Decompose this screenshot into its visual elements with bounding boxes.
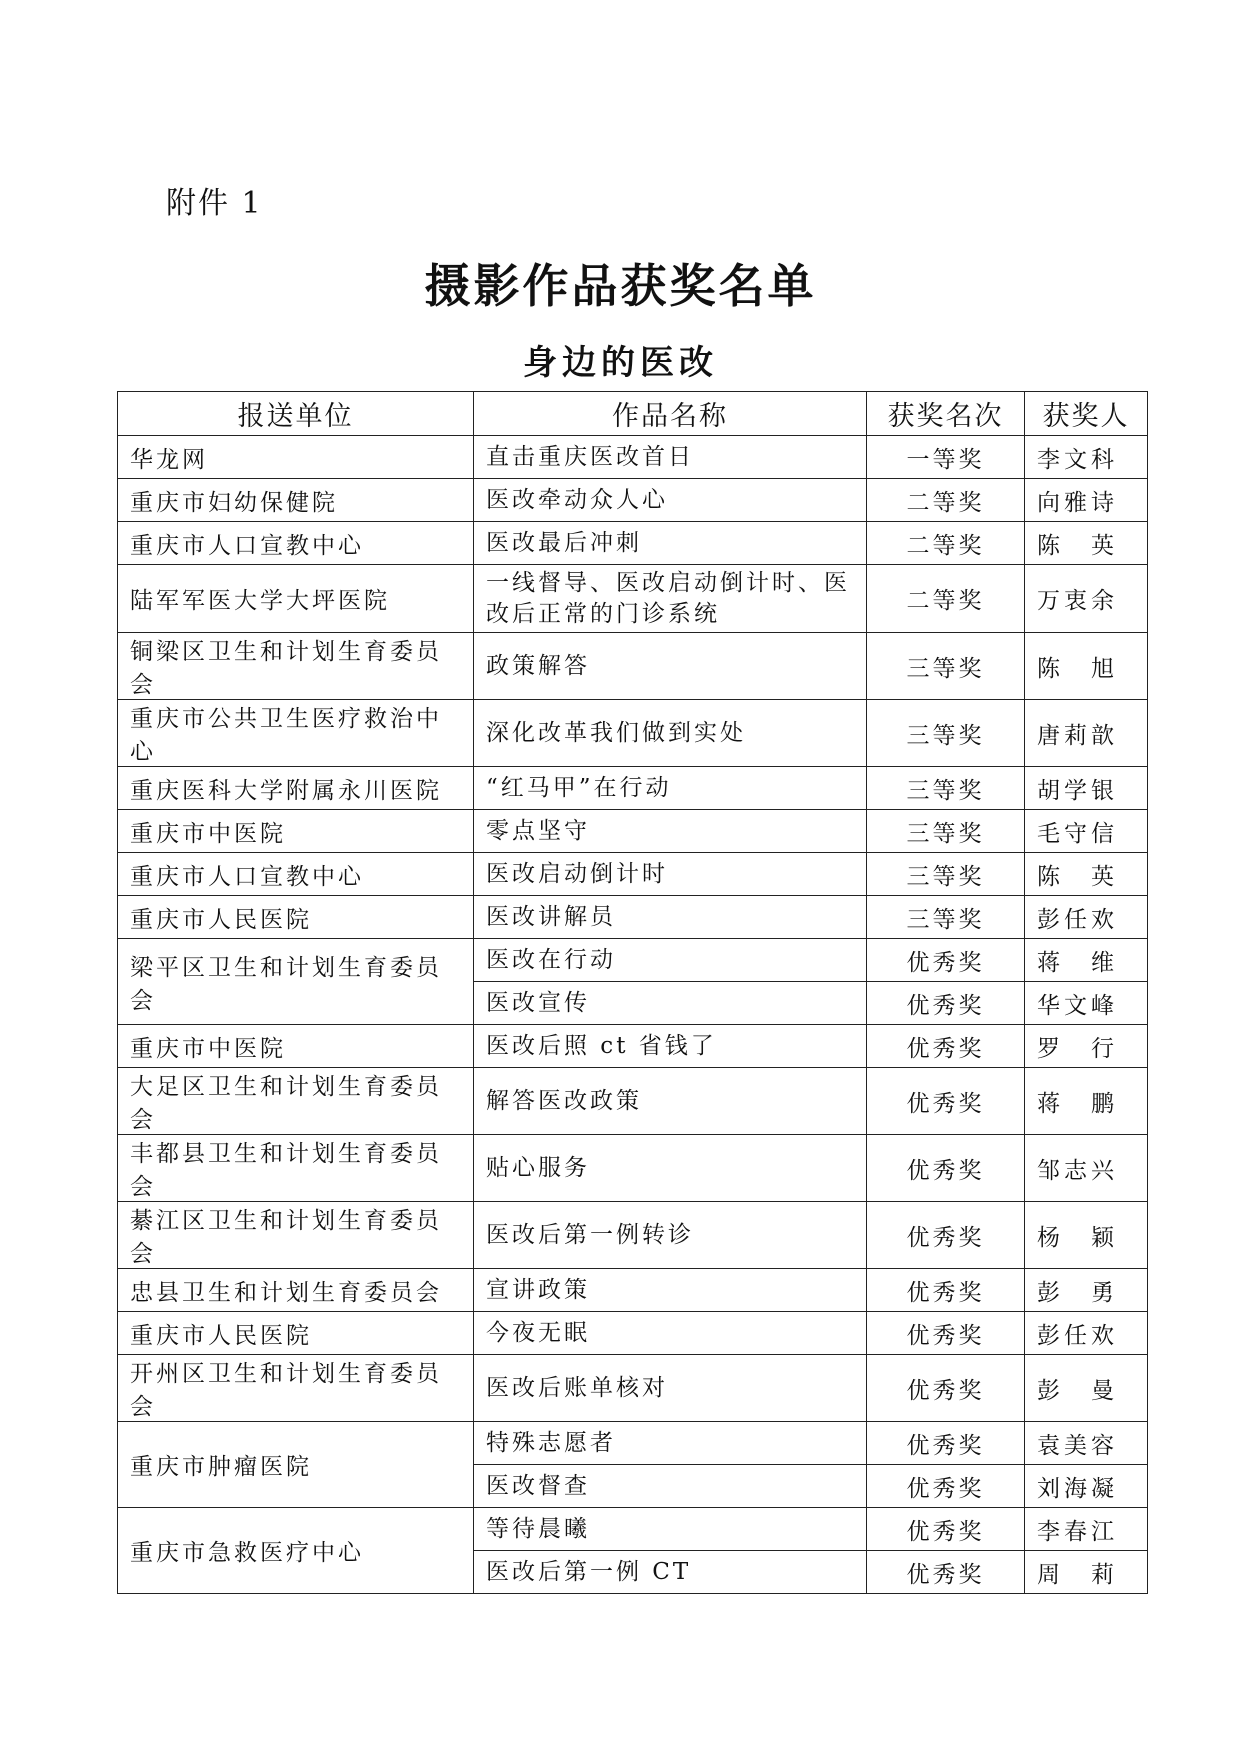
- table-row: [118, 1508, 1148, 1551]
- cell-prize: 优秀奖: [867, 1202, 1025, 1269]
- cell-prize: 优秀奖: [867, 1508, 1025, 1551]
- cell-work: 政策解答: [474, 633, 867, 700]
- table-row: [118, 700, 1148, 767]
- cell-work: 医改督查: [474, 1465, 867, 1508]
- cell-prize: 优秀奖: [867, 982, 1025, 1025]
- table-row: [118, 1422, 1148, 1465]
- cell-person: 蒋 鹏: [1025, 1068, 1148, 1135]
- cell-prize: 优秀奖: [867, 1355, 1025, 1422]
- cell-work: 医改后照 ct 省钱了: [474, 1025, 867, 1068]
- table-row: [118, 1312, 1148, 1355]
- table-row: [118, 853, 1148, 896]
- table-row: [118, 767, 1148, 810]
- attachment-label: 附件 1: [166, 186, 263, 221]
- cell-person: 陈 英: [1025, 522, 1148, 565]
- cell-person: 陈 英: [1025, 853, 1148, 896]
- cell-prize: 优秀奖: [867, 1025, 1025, 1068]
- cell-prize: 优秀奖: [867, 1269, 1025, 1312]
- cell-person: 蒋 维: [1025, 939, 1148, 982]
- column-header-unit: 报送单位: [118, 392, 474, 436]
- cell-work: 今夜无眠: [474, 1312, 867, 1355]
- cell-person: 陈 旭: [1025, 633, 1148, 700]
- cell-work: 零点坚守: [474, 810, 867, 853]
- cell-prize: 二等奖: [867, 479, 1025, 522]
- cell-work: 医改后账单核对: [474, 1355, 867, 1422]
- cell-unit: 大足区卫生和计划生育委员会: [118, 1068, 474, 1135]
- cell-work: 直击重庆医改首日: [474, 436, 867, 479]
- cell-work: 特殊志愿者: [474, 1422, 867, 1465]
- cell-prize: 三等奖: [867, 853, 1025, 896]
- table-row: [118, 633, 1148, 700]
- cell-person: 唐莉歆: [1025, 700, 1148, 767]
- cell-prize: 优秀奖: [867, 1422, 1025, 1465]
- column-header-work: 作品名称: [474, 392, 867, 436]
- cell-work: 医改宣传: [474, 982, 867, 1025]
- table-row: [118, 1269, 1148, 1312]
- cell-person: 彭 勇: [1025, 1269, 1148, 1312]
- cell-prize: 优秀奖: [867, 1312, 1025, 1355]
- cell-work: 宣讲政策: [474, 1269, 867, 1312]
- cell-unit: 华龙网: [118, 436, 474, 479]
- cell-person: 华文峰: [1025, 982, 1148, 1025]
- cell-prize: 二等奖: [867, 565, 1025, 633]
- cell-work: 一线督导、医改启动倒计时、医改后正常的门诊系统: [474, 565, 867, 633]
- cell-prize: 优秀奖: [867, 1551, 1025, 1594]
- cell-work: 解答医改政策: [474, 1068, 867, 1135]
- cell-person: 向雅诗: [1025, 479, 1148, 522]
- table-row: [118, 436, 1148, 479]
- table-row: [118, 565, 1148, 633]
- cell-work: 医改在行动: [474, 939, 867, 982]
- cell-unit: 重庆市人民医院: [118, 896, 474, 939]
- cell-unit: 开州区卫生和计划生育委员会: [118, 1355, 474, 1422]
- table-row: [118, 1202, 1148, 1269]
- cell-person: 毛守信: [1025, 810, 1148, 853]
- table-row: [118, 1135, 1148, 1202]
- cell-unit: 重庆市肿瘤医院: [118, 1422, 474, 1508]
- cell-prize: 二等奖: [867, 522, 1025, 565]
- awards-table: [117, 391, 1148, 1594]
- cell-person: 彭任欢: [1025, 896, 1148, 939]
- table-row: [118, 1355, 1148, 1422]
- section-subtitle: 身边的医改: [523, 343, 718, 383]
- column-header-person: 获奖人: [1025, 392, 1148, 436]
- cell-person: 罗 行: [1025, 1025, 1148, 1068]
- awards-table-body: [118, 436, 1148, 1594]
- table-row: [118, 896, 1148, 939]
- cell-prize: 三等奖: [867, 810, 1025, 853]
- table-row: [118, 522, 1148, 565]
- cell-work: 医改启动倒计时: [474, 853, 867, 896]
- cell-unit: 重庆市公共卫生医疗救治中心: [118, 700, 474, 767]
- cell-work: 医改最后冲刺: [474, 522, 867, 565]
- cell-person: 彭 曼: [1025, 1355, 1148, 1422]
- cell-unit: 重庆市人口宣教中心: [118, 522, 474, 565]
- cell-person: 邹志兴: [1025, 1135, 1148, 1202]
- cell-person: 李春江: [1025, 1508, 1148, 1551]
- cell-unit: 忠县卫生和计划生育委员会: [118, 1269, 474, 1312]
- cell-unit: 铜梁区卫生和计划生育委员会: [118, 633, 474, 700]
- cell-prize: 优秀奖: [867, 1465, 1025, 1508]
- cell-work: 医改讲解员: [474, 896, 867, 939]
- page-title: 摄影作品获奖名单: [424, 259, 817, 313]
- cell-person: 李文科: [1025, 436, 1148, 479]
- cell-unit: 重庆医科大学附属永川医院: [118, 767, 474, 810]
- cell-prize: 三等奖: [867, 700, 1025, 767]
- cell-person: 彭任欢: [1025, 1312, 1148, 1355]
- cell-person: 万衷余: [1025, 565, 1148, 633]
- cell-prize: 优秀奖: [867, 939, 1025, 982]
- cell-work: 医改牵动众人心: [474, 479, 867, 522]
- cell-person: 杨 颖: [1025, 1202, 1148, 1269]
- cell-work: “红马甲”在行动: [474, 767, 867, 810]
- cell-prize: 三等奖: [867, 767, 1025, 810]
- cell-unit: 重庆市急救医疗中心: [118, 1508, 474, 1594]
- table-row: [118, 810, 1148, 853]
- cell-unit: 丰都县卫生和计划生育委员会: [118, 1135, 474, 1202]
- cell-person: 袁美容: [1025, 1422, 1148, 1465]
- cell-work: 等待晨曦: [474, 1508, 867, 1551]
- cell-unit: 重庆市中医院: [118, 1025, 474, 1068]
- cell-person: 胡学银: [1025, 767, 1148, 810]
- cell-prize: 一等奖: [867, 436, 1025, 479]
- cell-unit: 綦江区卫生和计划生育委员会: [118, 1202, 474, 1269]
- cell-work: 贴心服务: [474, 1135, 867, 1202]
- table-row: [118, 479, 1148, 522]
- cell-work: 深化改革我们做到实处: [474, 700, 867, 767]
- cell-work: 医改后第一例转诊: [474, 1202, 867, 1269]
- cell-prize: 三等奖: [867, 633, 1025, 700]
- cell-work: 医改后第一例 CT: [474, 1551, 867, 1594]
- cell-person: 刘海凝: [1025, 1465, 1148, 1508]
- table-row: [118, 939, 1148, 982]
- table-row: [118, 1068, 1148, 1135]
- cell-unit: 重庆市中医院: [118, 810, 474, 853]
- cell-prize: 优秀奖: [867, 1068, 1025, 1135]
- cell-unit: 陆军军医大学大坪医院: [118, 565, 474, 633]
- cell-unit: 梁平区卫生和计划生育委员会: [118, 939, 474, 1025]
- column-header-prize: 获奖名次: [867, 392, 1025, 436]
- cell-unit: 重庆市妇幼保健院: [118, 479, 474, 522]
- cell-unit: 重庆市人民医院: [118, 1312, 474, 1355]
- table-header-row: [118, 392, 1148, 436]
- cell-prize: 优秀奖: [867, 1135, 1025, 1202]
- cell-person: 周 莉: [1025, 1551, 1148, 1594]
- cell-prize: 三等奖: [867, 896, 1025, 939]
- table-row: [118, 1025, 1148, 1068]
- cell-unit: 重庆市人口宣教中心: [118, 853, 474, 896]
